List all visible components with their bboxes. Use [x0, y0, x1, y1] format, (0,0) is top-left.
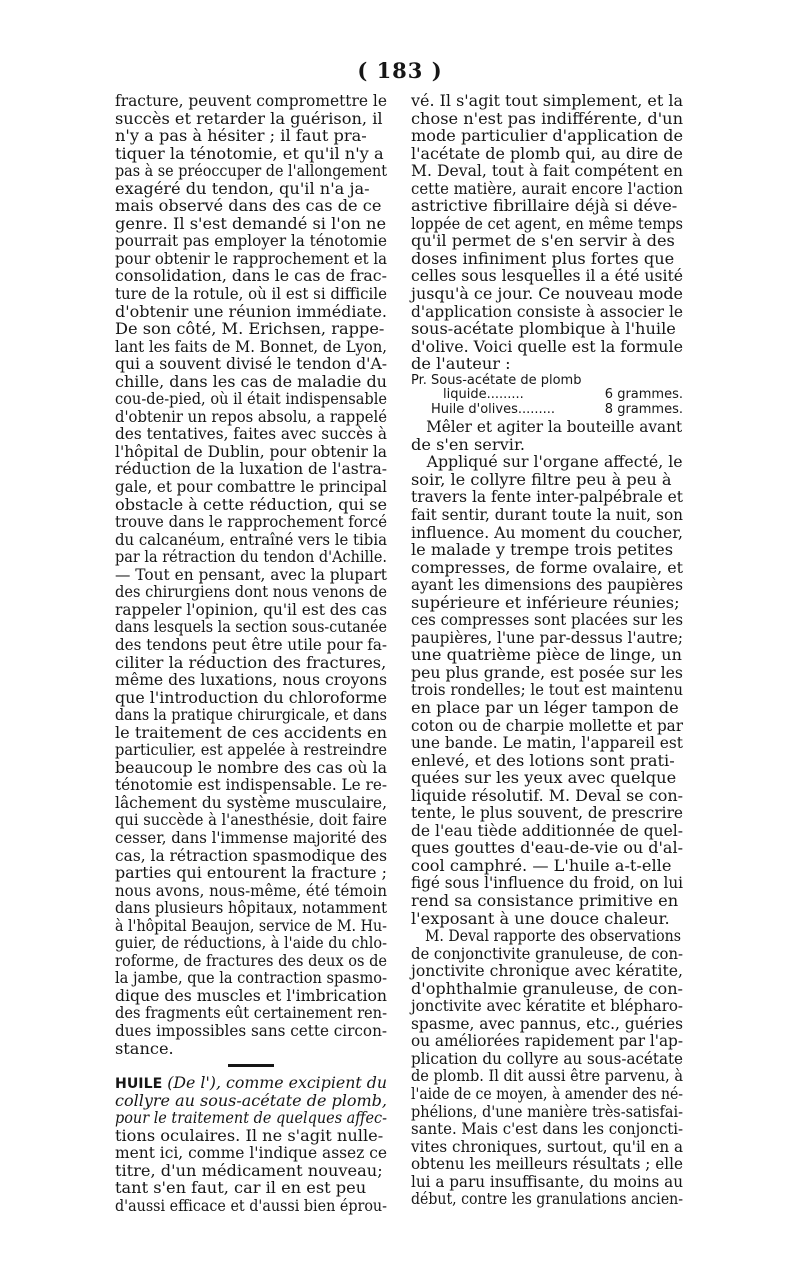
text-line: obstacle à cette réduction, qui se: [115, 494, 387, 514]
text-line: tiquer la ténotomie, et qu'il n'y a: [115, 143, 384, 163]
article-title-rest: collyre au sous-acétate de plomb,: [115, 1090, 387, 1110]
text-line: lâchement du système musculaire,: [115, 792, 387, 812]
article-huile: [115, 1074, 387, 1214]
text-line: d'obtenir une réunion immédiate.: [115, 301, 387, 321]
text-line: le malade y trempe trois petites: [411, 540, 674, 560]
text-line: soir, le collyre filtre peu à peu à: [411, 469, 672, 489]
article-title-rest: pour le traitement de quelques affec-: [115, 1108, 387, 1128]
text-line: des chirurgiens dont nous venons de: [115, 582, 387, 602]
text-line: chille, dans les cas de maladie du: [115, 371, 387, 391]
page-number: ( 183 ): [357, 58, 443, 83]
prescription-item: [411, 388, 683, 403]
left-column: [115, 92, 387, 1214]
text-line: coton ou de charpie mollette et par: [411, 715, 683, 735]
text-line: rappeler l'opinion, qu'il est des cas: [115, 599, 387, 619]
text-line: Appliqué sur l'organe affecté, le: [426, 452, 683, 472]
text-line: ment ici, comme l'indique assez ce: [115, 1143, 387, 1163]
text-line: d'application consiste à associer le: [411, 301, 683, 321]
text-line: exagéré du tendon, qu'il n'a ja-: [115, 178, 370, 198]
text-line: sante. Mais c'est dans les conjoncti-: [411, 1119, 683, 1139]
text-line: ténotomie est indispensable. Le re-: [115, 775, 387, 795]
text-line: par la rétraction du tendon d'Achille.: [115, 547, 387, 567]
text-line: guier, de réductions, à l'aide du chlo-: [115, 933, 387, 953]
text-line: M. Deval rapporte des observations: [424, 926, 681, 946]
text-line: dans lesquels la section sous-cutanée: [115, 617, 387, 637]
text-line: chose n'est pas indifférente, d'un: [411, 108, 683, 128]
text-line: une quatrième pièce de linge, un: [411, 645, 682, 665]
text-line: ques gouttes d'eau-de-vie ou d'al-: [411, 838, 683, 858]
text-line: fracture, peuvent compromettre le: [115, 91, 387, 110]
text-line: cool camphré. — L'huile a-t-elle: [411, 855, 672, 875]
text-line: que l'introduction du chloroforme: [115, 687, 387, 707]
right-body-text-continued: [411, 418, 683, 1208]
text-line: obtenu les meilleurs résultats ; elle: [411, 1154, 683, 1174]
section-divider: [228, 1064, 274, 1067]
article-title-rest: (De l'), comme excipient du: [162, 1073, 387, 1093]
text-line: Mêler et agiter la bouteille avant: [426, 417, 683, 437]
text-line: d'olive. Voici quelle est la formule: [411, 336, 683, 356]
text-line: jusqu'à ce jour. Ce nouveau mode: [411, 284, 683, 304]
text-line: parties qui entourent la fracture ;: [115, 863, 387, 883]
text-line: du calcanéum, entraîné vers le tibia: [115, 529, 387, 549]
text-line: des fragments eût certainement ren-: [115, 1003, 387, 1023]
text-line: cou-de-pied, où il était indispensable: [115, 389, 387, 409]
prescription-quantity: 6 grammes.: [604, 387, 683, 403]
text-line: liquide résolutif. M. Deval se con-: [411, 785, 683, 805]
text-line: genre. Il s'est demandé si l'on ne: [115, 213, 387, 233]
text-line: compresses, de forme ovalaire, et: [411, 557, 683, 577]
text-line: [115, 1108, 387, 1128]
text-line: peu plus grande, est posée sur les: [411, 662, 683, 682]
text-line: consolidation, dans le cas de frac-: [115, 266, 387, 286]
text-line: quées sur les yeux avec quelque: [411, 768, 677, 788]
text-line: trouve dans le rapprochement forcé: [115, 512, 387, 532]
text-line: une bande. Le matin, l'appareil est: [411, 733, 683, 753]
text-line: de conjonctivite granuleuse, de con-: [411, 943, 683, 963]
text-line: des tendons peut être utile pour fa-: [115, 634, 387, 654]
text-line: qui a souvent divisé le tendon d'A-: [115, 354, 387, 374]
text-line: loppée de cet agent, en même temps: [411, 213, 683, 233]
text-line: spasme, avec pannus, etc., guéries: [411, 1013, 683, 1033]
text-line: dans la pratique chirurgicale, et dans: [115, 705, 387, 725]
text-line: tions oculaires. Il ne s'agit nulle-: [115, 1125, 384, 1145]
prescription-ingredient: Huile d'olives.........: [431, 401, 556, 417]
text-line: trois rondelles; le tout est maintenu: [411, 680, 683, 700]
text-line: succès et retarder la guérison, il: [115, 108, 383, 128]
text-line: gale, et pour combattre le principal: [115, 477, 387, 497]
text-line: de l'auteur :: [411, 354, 511, 374]
text-line: qu'il permet de s'en servir à des: [411, 231, 675, 251]
text-line: lui a paru insuffisante, du moins au: [411, 1171, 683, 1191]
text-line: même des luxations, nous croyons: [115, 670, 387, 690]
text-line: de plomb. Il dit aussi être parvenu, à: [411, 1066, 683, 1086]
text-line: jonctivite avec kératite et blépharo-: [411, 996, 683, 1016]
text-line: nous avons, nous-même, été témoin: [115, 880, 387, 900]
text-line: M. Deval, tout à fait compétent en: [411, 161, 683, 181]
text-line: la jambe, que la contraction spasmo-: [115, 968, 387, 988]
text-line: pour obtenir le rapprochement et la: [115, 248, 387, 268]
text-line: phélions, d'une manière très-satisfai-: [411, 1101, 683, 1121]
text-line: doses infiniment plus fortes que: [411, 248, 675, 268]
text-line: d'aussi efficace et d'aussi bien éprou-: [115, 1195, 387, 1215]
text-line: roforme, de fractures des deux os de: [115, 950, 387, 970]
text-line: paupières, l'une par-dessus l'autre;: [411, 627, 683, 647]
right-body-text: [411, 92, 683, 373]
prescription: [411, 374, 683, 418]
text-line: l'hôpital de Dublin, pour obtenir la: [115, 441, 387, 461]
text-line: ciliter la réduction des fractures,: [115, 652, 387, 672]
text-line: rend sa consistance primitive en: [411, 891, 679, 911]
text-line: vé. Il s'agit tout simplement, et la: [411, 91, 683, 110]
prescription-item: [411, 403, 683, 418]
text-line: de s'en servir.: [411, 434, 526, 454]
text-line: début, contre les granulations ancien-: [411, 1189, 683, 1209]
text-line: mode particulier d'application de: [411, 126, 683, 146]
prescription-quantity: 8 grammes.: [604, 401, 683, 417]
text-line: à l'hôpital Beaujon, service de M. Hu-: [115, 915, 387, 935]
text-line: en place par un léger tampon de: [411, 698, 679, 717]
text-line: jonctivite chronique avec kératite,: [411, 961, 683, 981]
text-line: dues impossibles sans cette circon-: [115, 1020, 387, 1040]
text-line: [115, 1090, 387, 1110]
text-line: cesser, dans l'immense majorité des: [115, 827, 387, 847]
text-line: cette matière, aurait encore l'action: [411, 178, 683, 198]
text-line: supérieure et inférieure réunies;: [411, 592, 680, 612]
prescription-ingredient: liquide.........: [443, 387, 524, 403]
text-line: réduction de la luxation de l'astra-: [115, 459, 387, 479]
text-line: celles sous lesquelles il a été usité: [411, 266, 683, 286]
text-line: ture de la rotule, où il est si difficile: [115, 284, 387, 304]
text-line: tente, le plus souvent, de prescrire: [411, 803, 683, 823]
text-line: de l'eau tiède additionnée de quel-: [411, 820, 683, 840]
text-line: l'acétate de plomb qui, au dire de: [411, 143, 683, 163]
text-line: sous-acétate plombique à l'huile: [411, 319, 676, 339]
text-line: De son côté, M. Erichsen, rappe-: [115, 319, 385, 339]
text-line: lant les faits de M. Bonnet, de Lyon,: [115, 336, 387, 356]
text-line: dans plusieurs hôpitaux, notamment: [115, 898, 387, 918]
text-line: mais observé dans des cas de ce: [115, 196, 382, 216]
article-heading-line: [115, 1073, 387, 1093]
text-line: n'y a pas à hésiter ; il faut pra-: [115, 126, 367, 146]
text-line: l'exposant à une douce chaleur.: [411, 908, 670, 928]
right-column: [411, 92, 683, 1208]
text-line: enlevé, et des lotions sont prati-: [411, 750, 675, 770]
text-line: vites chroniques, surtout, qu'il en a: [411, 1136, 683, 1156]
text-line: figé sous l'influence du froid, on lui: [411, 873, 683, 893]
text-line: ou améliorées rapidement par l'ap-: [411, 1031, 683, 1051]
text-line: l'aide de ce moyen, à amender des né-: [411, 1084, 683, 1104]
text-line: — Tout en pensant, avec la plupart: [115, 564, 387, 584]
text-line: stance.: [115, 1038, 174, 1058]
text-line: d'ophthalmie granuleuse, de con-: [411, 978, 683, 998]
text-line: influence. Au moment du coucher,: [411, 522, 683, 542]
article-title: HUILE: [115, 1076, 163, 1093]
text-line: cas, la rétraction spasmodique des: [115, 845, 387, 865]
text-line: pourrait pas employer la ténotomie: [115, 231, 387, 251]
text-line: le traitement de ces accidents en: [115, 722, 387, 742]
text-line: titre, d'un médicament nouveau;: [115, 1160, 383, 1180]
text-line: fait sentir, durant toute la nuit, son: [411, 504, 683, 524]
text-line: beaucoup le nombre des cas où la: [115, 757, 387, 777]
text-line: ayant les dimensions des paupières: [411, 575, 683, 595]
text-line: plication du collyre au sous-acétate: [411, 1048, 683, 1068]
text-line: qui succède à l'anesthésie, doit faire: [115, 810, 387, 830]
text-line: tant s'en faut, car il en est peu: [115, 1178, 367, 1198]
text-line: d'obtenir un repos absolu, a rappelé: [115, 406, 387, 426]
text-line: des tentatives, faites avec succès à: [115, 424, 387, 444]
text-line: dique des muscles et l'imbrication: [115, 985, 387, 1005]
text-line: ces compresses sont placées sur les: [411, 610, 683, 630]
prescription-header: Pr. Sous-acétate de plomb: [411, 372, 582, 388]
left-body-text: [115, 92, 387, 1057]
text-line: particulier, est appelée à restreindre: [115, 740, 387, 760]
text-line: pas à se préoccuper de l'allongement: [115, 161, 387, 181]
text-line: astrictive fibrillaire déjà si déve-: [411, 196, 678, 216]
text-line: travers la fente inter-palpébrale et: [411, 487, 683, 507]
